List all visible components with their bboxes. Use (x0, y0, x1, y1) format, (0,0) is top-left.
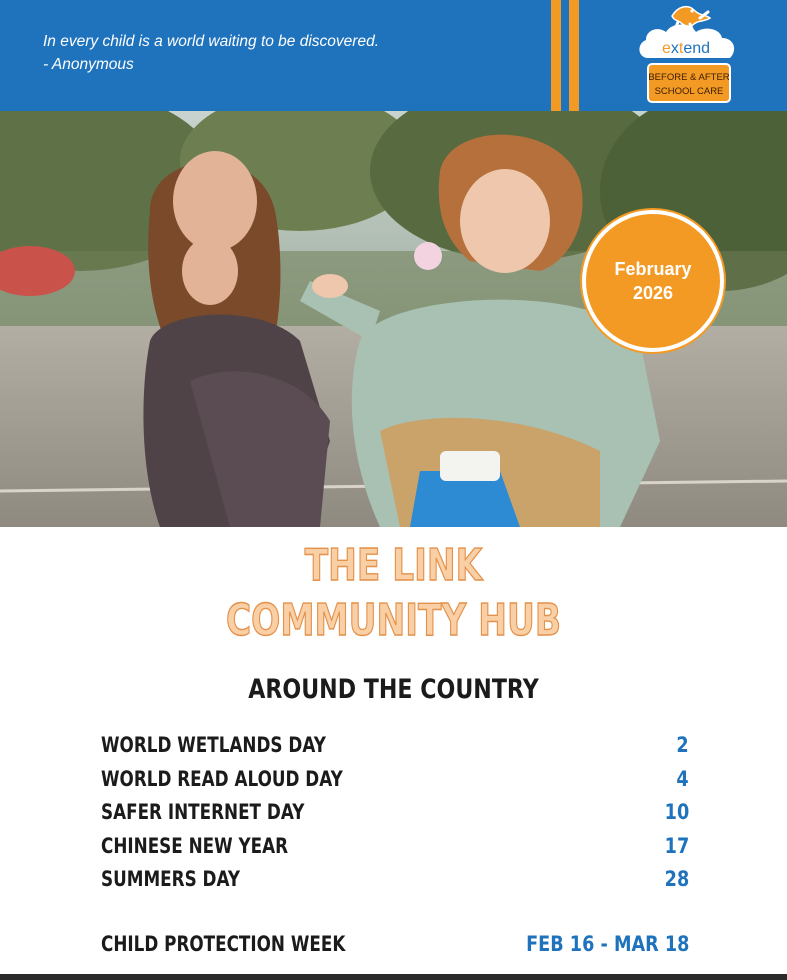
logo-word: e (661, 40, 671, 57)
logo-tagline-1: BEFORE & AFTER (648, 72, 730, 83)
logo-tagline-2: SCHOOL CARE (654, 86, 724, 97)
quote-text: In every child is a world waiting to be discovered. (43, 33, 379, 50)
event-date: 10 (664, 800, 689, 824)
title-line-1: THE LINK (304, 540, 483, 591)
accent-stripe (551, 0, 561, 111)
event-name: CHINESE NEW YEAR (101, 834, 289, 858)
quote-author: - Anonymous (43, 56, 134, 73)
title-line-2: COMMUNITY HUB (225, 595, 561, 646)
quote (43, 30, 379, 76)
section-heading: AROUND THE COUNTRY (248, 674, 539, 705)
newsletter-title (87, 538, 701, 648)
event-date: 28 (664, 867, 689, 891)
event-date: 2 (676, 733, 689, 757)
event-name: WORLD WETLANDS DAY (101, 733, 326, 757)
header-banner (0, 0, 787, 111)
event-name: SAFER INTERNET DAY (101, 800, 305, 824)
accent-stripe (569, 0, 579, 111)
footer-divider (0, 974, 787, 980)
badge-month: February (614, 259, 692, 279)
event-date: 17 (664, 834, 689, 858)
event-name: SUMMERS DAY (101, 867, 241, 891)
issue-date-badge (582, 210, 724, 352)
extend-logo (634, 2, 742, 106)
badge-year: 2026 (632, 283, 674, 303)
event-date: FEB 16 - MAR 18 (525, 932, 689, 956)
event-name: WORLD READ ALOUD DAY (101, 767, 343, 791)
svg-text:extend: extend (661, 40, 711, 57)
event-name: CHILD PROTECTION WEEK (101, 932, 346, 956)
event-date: 4 (676, 767, 689, 791)
